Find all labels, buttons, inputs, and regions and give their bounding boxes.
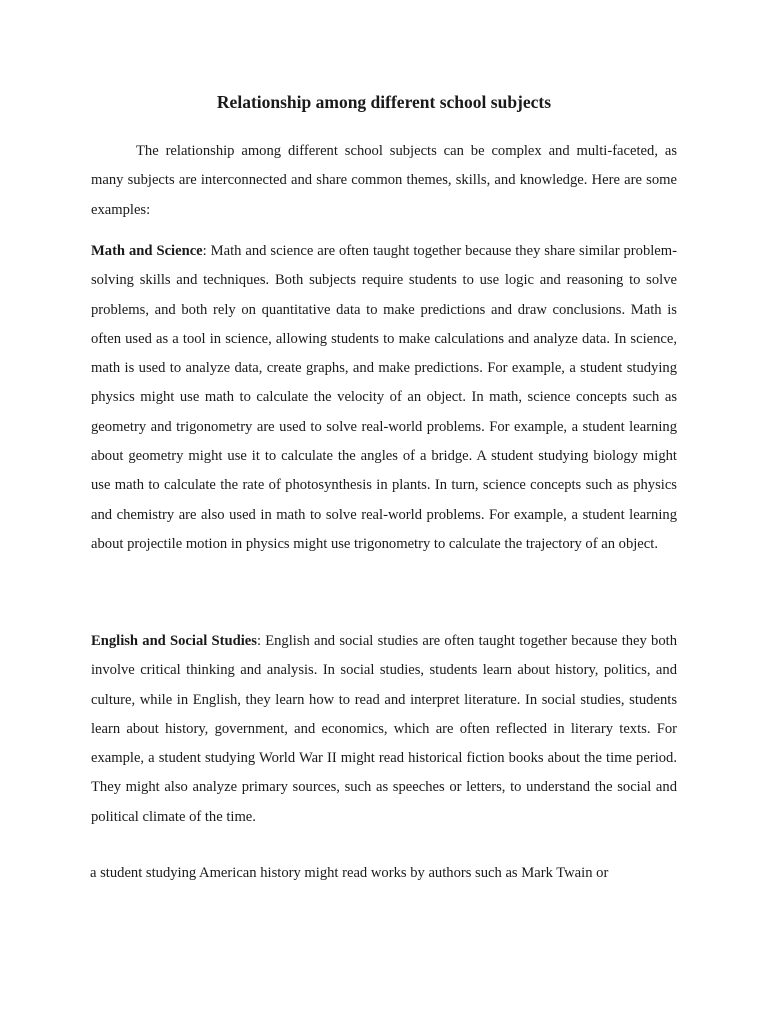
document-title: Relationship among different school subjects [216, 92, 552, 112]
math-science-body: : Math and science are often taught together because they share similar problem-solving skills and techniques. Both subjects require students to use logic and reasoning to solve problems, and both rely on quantitative data to make predictions and draw conclusions. Math is often used as a tool in science, allowing students to make calculations and analyze data. In science, math is used to analyze data, create graphs, and make predictions. For example, a student studying physics might use math to calculate the velocity of an object. In math, science concepts such as geometry and trigonometry are used to solve real-world problems. For example, a student learning about geometry might use it to calculate the angles of a bridge. A student studying biology might use math to calculate the rate of photosynthesis in plants. In turn, science concepts such as physics and chemistry are also used in math to solve real-world problems. For example, a student learning about projectile motion in physics might use trigonometry to calculate the trajectory of an object. [91, 243, 677, 552]
trailing-line: a student studying American history might read works by authors such as Mark Twain or [90, 865, 609, 881]
math-science-paragraph [91, 237, 677, 559]
intro-paragraph: The relationship among different school subjects can be complex and multi-faceted, as many subjects are interconnected and share common themes, skills, and knowledge. Here are some examples: [91, 143, 677, 218]
math-science-heading: Math and Science [91, 243, 203, 259]
english-social-studies-body: : English and social studies are often taught together because they both involve critical thinking and analysis. In social studies, students learn about history, politics, and culture, while in English, they learn how to read and interpret literature. In social studies, students learn about history, government, and economics, which are often reflected in literary texts. For example, a student studying World War II might read historical fiction books about the time period. They might also analyze primary sources, such as speeches or letters, to understand the social and political climate of the time. [91, 633, 677, 825]
english-social-studies-paragraph [91, 627, 677, 832]
english-social-studies-heading: English and Social Studies [91, 633, 257, 649]
